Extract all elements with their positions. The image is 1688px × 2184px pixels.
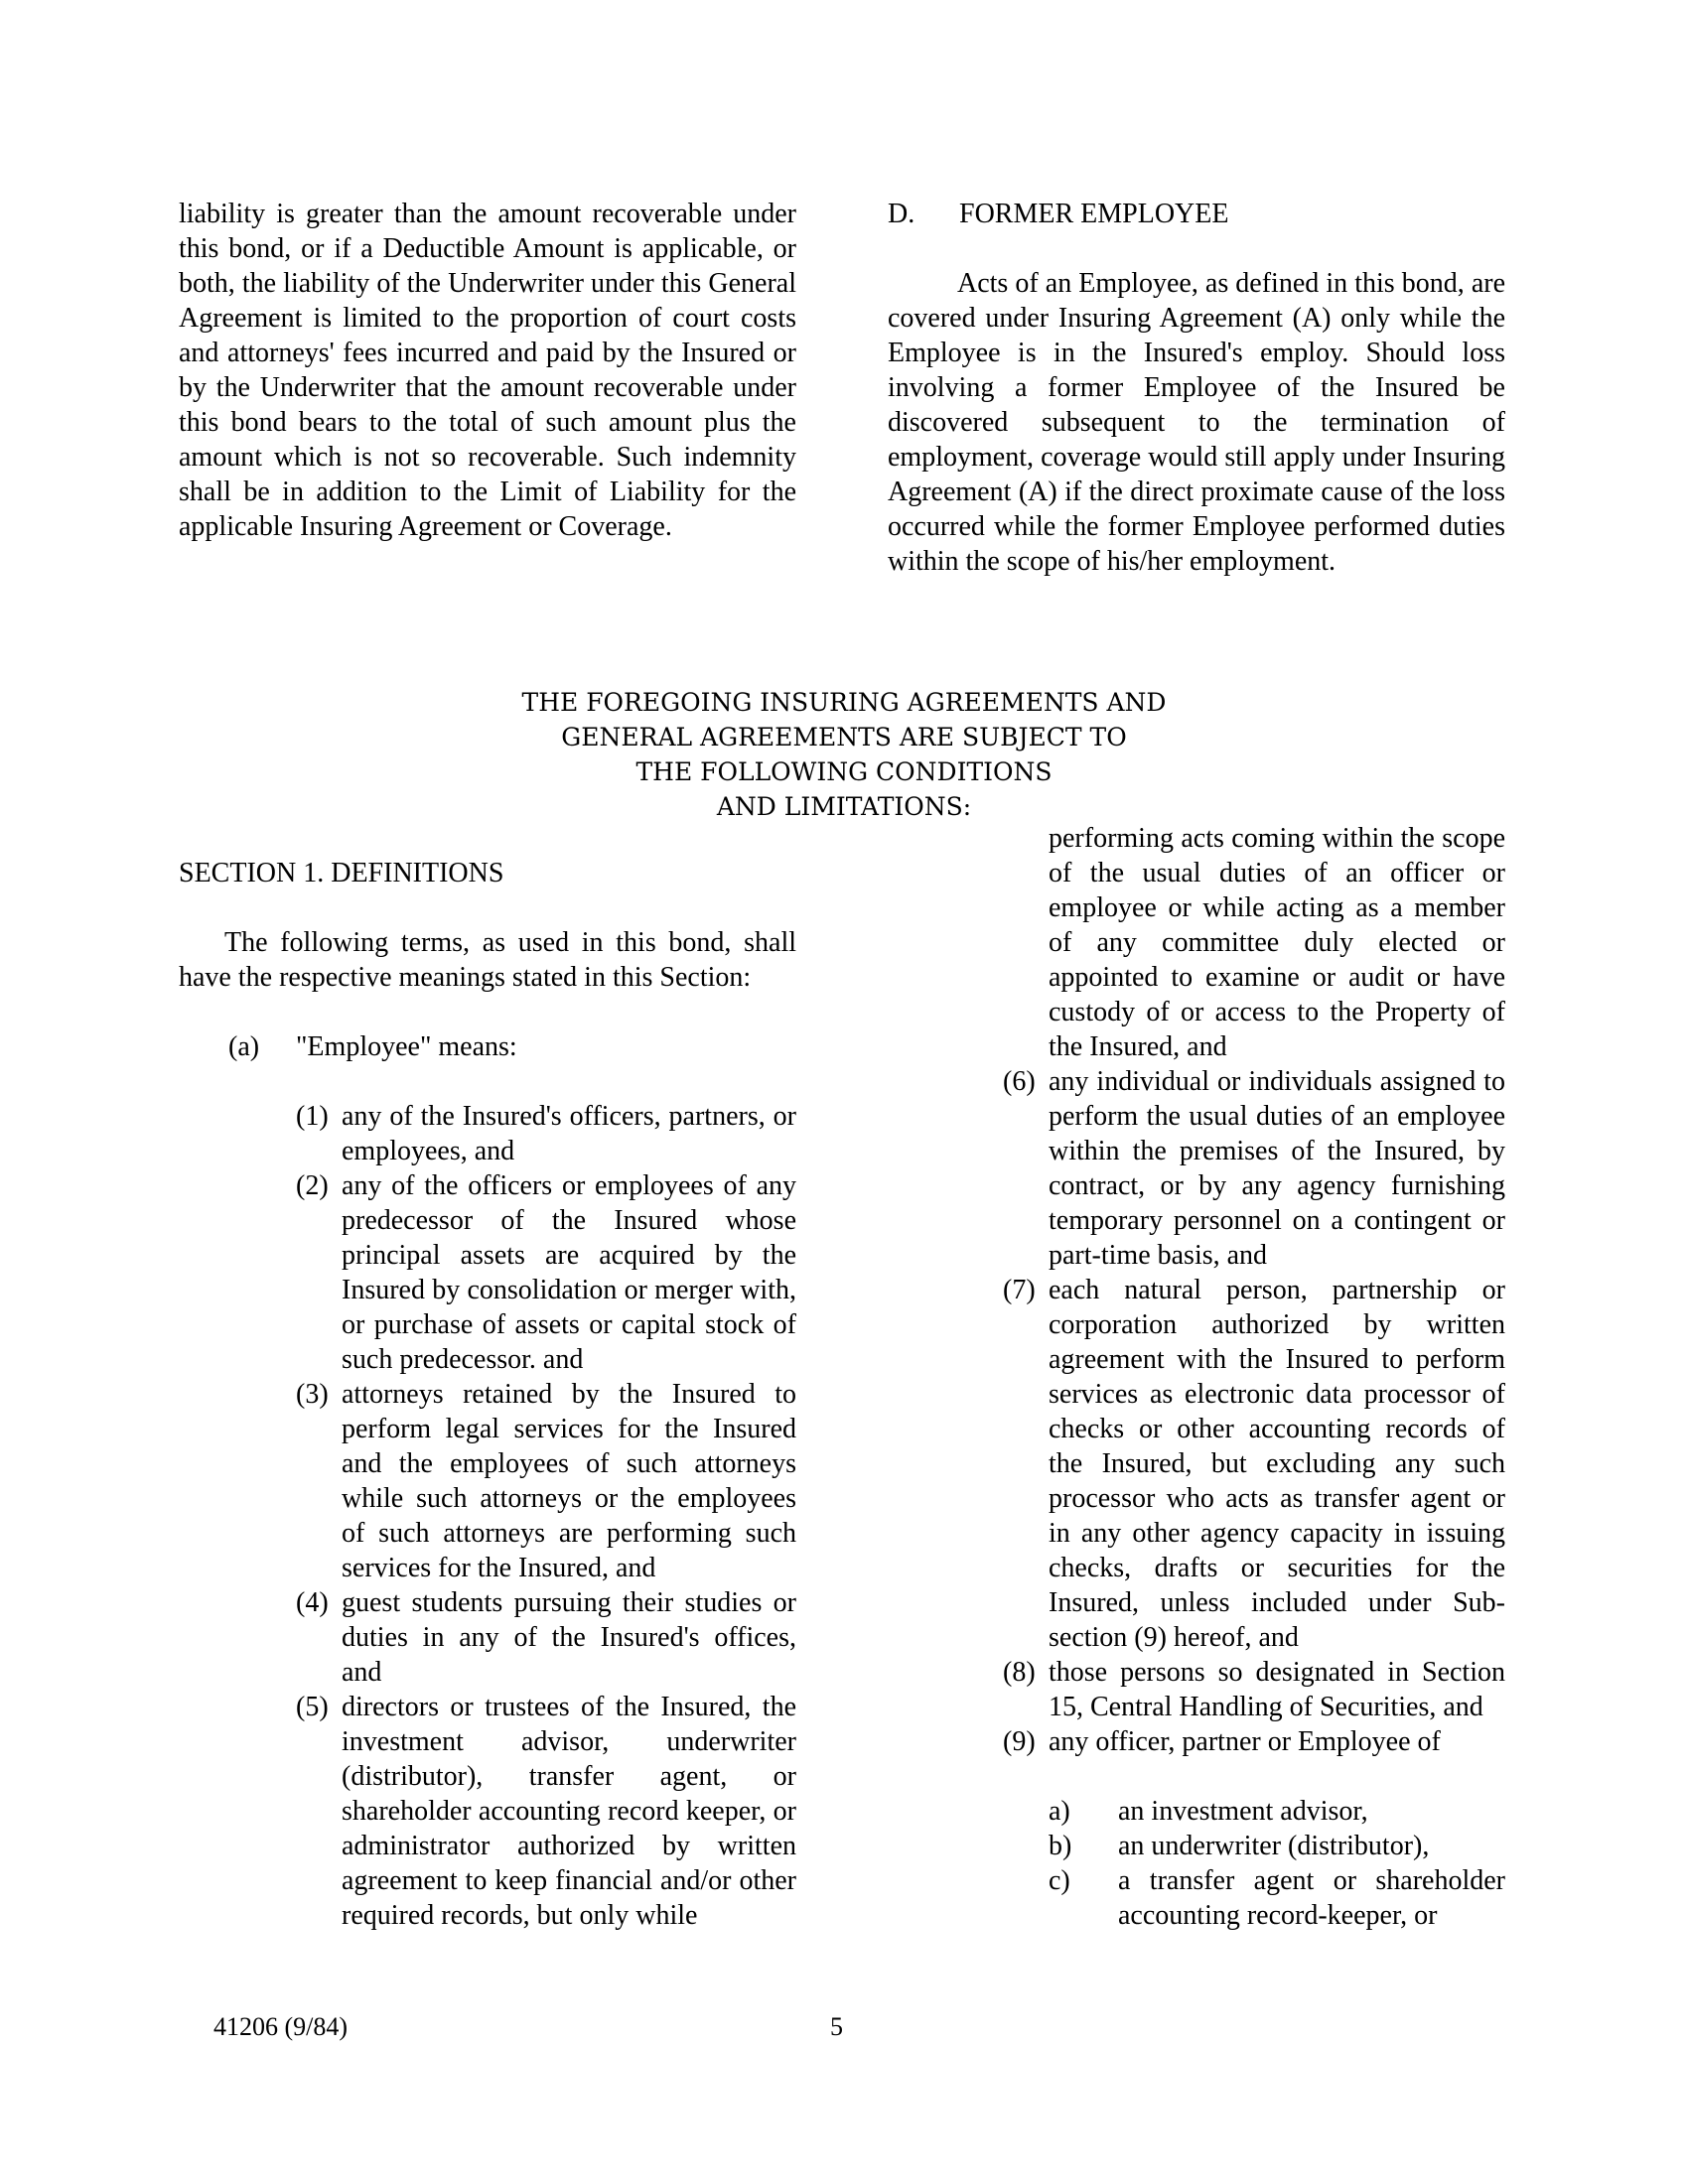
banner-line-4: AND LIMITATIONS: bbox=[716, 792, 972, 821]
definition-a-text: "Employee" means: bbox=[296, 1031, 517, 1062]
list-item bbox=[1003, 1724, 1505, 1759]
item-letter: a) bbox=[1049, 1796, 1070, 1827]
item-number: (2) bbox=[296, 1170, 329, 1201]
banner-line-1: THE FOREGOING INSURING AGREEMENTS AND bbox=[521, 688, 1167, 717]
definitions-right-column bbox=[1003, 821, 1505, 1933]
heading-text: FORMER EMPLOYEE bbox=[959, 199, 1229, 229]
item-5-continued: performing acts coming within the scope of the usual duties of an officer or employee or while acting as a member of any committee duly elected or appointed to examine or audit or have custody of or access to the Property of the Insured, and bbox=[1049, 823, 1505, 1062]
former-employee-heading bbox=[888, 197, 1505, 231]
liability-paragraph: liability is greater than the amount recoverable under this bond, or if a Deductible Amount is applicable, or both, the liability of the Underwriter under this General Agreement is limited to the proportion of court costs and attorneys' fees incurred and paid by the Insured or by the Underwriter that the amount recoverable under this bond bears to the total of such amount plus the amount which is not so recoverable. Such indemnity shall be in addition to the Limit of Liability for the applicable Insuring Agreement or Coverage. bbox=[179, 199, 796, 542]
list-item bbox=[1049, 1863, 1505, 1933]
heading-letter: D. bbox=[888, 199, 915, 229]
employee-items-left bbox=[296, 1099, 796, 1933]
list-item bbox=[296, 1168, 796, 1377]
item-text: each natural person, partnership or corporation authorized by written agreement with the Insured to perform services as electronic data processor of checks or other accounting records of the Insured, but excluding any such processor who acts as transfer agent or in any other agency capacity in issuing checks, drafts or securities for the Insured, unless included under Sub-section (9) hereof, and bbox=[1049, 1275, 1505, 1653]
definition-a bbox=[228, 1029, 796, 1064]
left-column-top bbox=[179, 197, 796, 544]
item-text: a transfer agent or shareholder accounting record-keeper, or bbox=[1118, 1865, 1505, 1931]
list-item bbox=[1049, 1829, 1505, 1863]
definition-a-number: (a) bbox=[228, 1031, 260, 1062]
item-letter: b) bbox=[1049, 1831, 1072, 1861]
item-number: (1) bbox=[296, 1101, 329, 1132]
item-text: an underwriter (distributor), bbox=[1118, 1831, 1430, 1861]
item-text: any of the officers or employees of any predecessor of the Insured whose principal assets are acquired by the Insured by consolidation or merger with, or purchase of assets or capital stock of such predecessor. and bbox=[342, 1170, 796, 1375]
banner-line-3: THE FOLLOWING CONDITIONS bbox=[635, 757, 1053, 786]
item-text: directors or trustees of the Insured, the investment advisor, underwriter (distributor), transfer agent, or shareholder accounting record keeper, or administrator authorized by written agreement to keep financial and/or other required records, but only while bbox=[342, 1692, 796, 1931]
banner-line-2: GENERAL AGREEMENTS ARE SUBJECT TO bbox=[561, 723, 1127, 751]
alpha-sublist bbox=[1049, 1794, 1505, 1933]
list-item bbox=[1003, 1655, 1505, 1724]
list-item bbox=[296, 1585, 796, 1690]
item-text: attorneys retained by the Insured to perform legal services for the Insured and the employees of such attorneys while such attorneys or the employees of such attorneys are performing such services for the Insured, and bbox=[342, 1379, 796, 1583]
section-heading: SECTION 1. DEFINITIONS bbox=[179, 858, 504, 888]
item-text: an investment advisor, bbox=[1118, 1796, 1368, 1827]
item-letter: c) bbox=[1049, 1865, 1070, 1896]
item-text: any of the Insured's officers, partners, or employees, and bbox=[342, 1101, 796, 1166]
item-text: any officer, partner or Employee of bbox=[1049, 1726, 1441, 1757]
item-number: (6) bbox=[1003, 1066, 1036, 1097]
definitions-left-column bbox=[179, 856, 796, 1933]
conditions-banner bbox=[298, 685, 1390, 824]
list-item bbox=[296, 1099, 796, 1168]
item-number: (7) bbox=[1003, 1275, 1036, 1305]
definitions-intro: The following terms, as used in this bond, shall have the respective meanings stated in this Section: bbox=[179, 927, 796, 993]
item-number: (3) bbox=[296, 1379, 329, 1410]
item-number: (9) bbox=[1003, 1726, 1036, 1757]
list-item bbox=[296, 1690, 796, 1933]
item-text: any individual or individuals assigned to perform the usual duties of an employee within the premises of the Insured, by contract, or by any agency furnishing temporary personnel on a contingent or part-time basis, and bbox=[1049, 1066, 1505, 1271]
form-number: 41206 (9/84) bbox=[213, 2012, 349, 2041]
list-item bbox=[1003, 1273, 1505, 1655]
list-item bbox=[1003, 1064, 1505, 1273]
item-text: guest students pursuing their studies or duties in any of the Insured's offices, and bbox=[342, 1587, 796, 1688]
item-number: (4) bbox=[296, 1587, 329, 1618]
item-number: (5) bbox=[296, 1692, 329, 1722]
page-number: 5 bbox=[830, 2012, 843, 2041]
former-employee-paragraph: Acts of an Employee, as defined in this bond, are covered under Insuring Agreement (A) only while the Employee is in the Insured's employ. Should loss involving a former Employee of the Insured be discovered subsequent to the termination of employment, coverage would still apply under Insuring Agreement (A) if the direct proximate cause of the loss occurred while the former Employee performed duties within the scope of his/her employment. bbox=[888, 268, 1505, 577]
item-text: those persons so designated in Section 15, Central Handling of Securities, and bbox=[1049, 1657, 1505, 1722]
list-item bbox=[296, 1377, 796, 1585]
item-number: (8) bbox=[1003, 1657, 1036, 1688]
right-column-top bbox=[888, 197, 1505, 579]
list-item bbox=[1049, 1794, 1505, 1829]
